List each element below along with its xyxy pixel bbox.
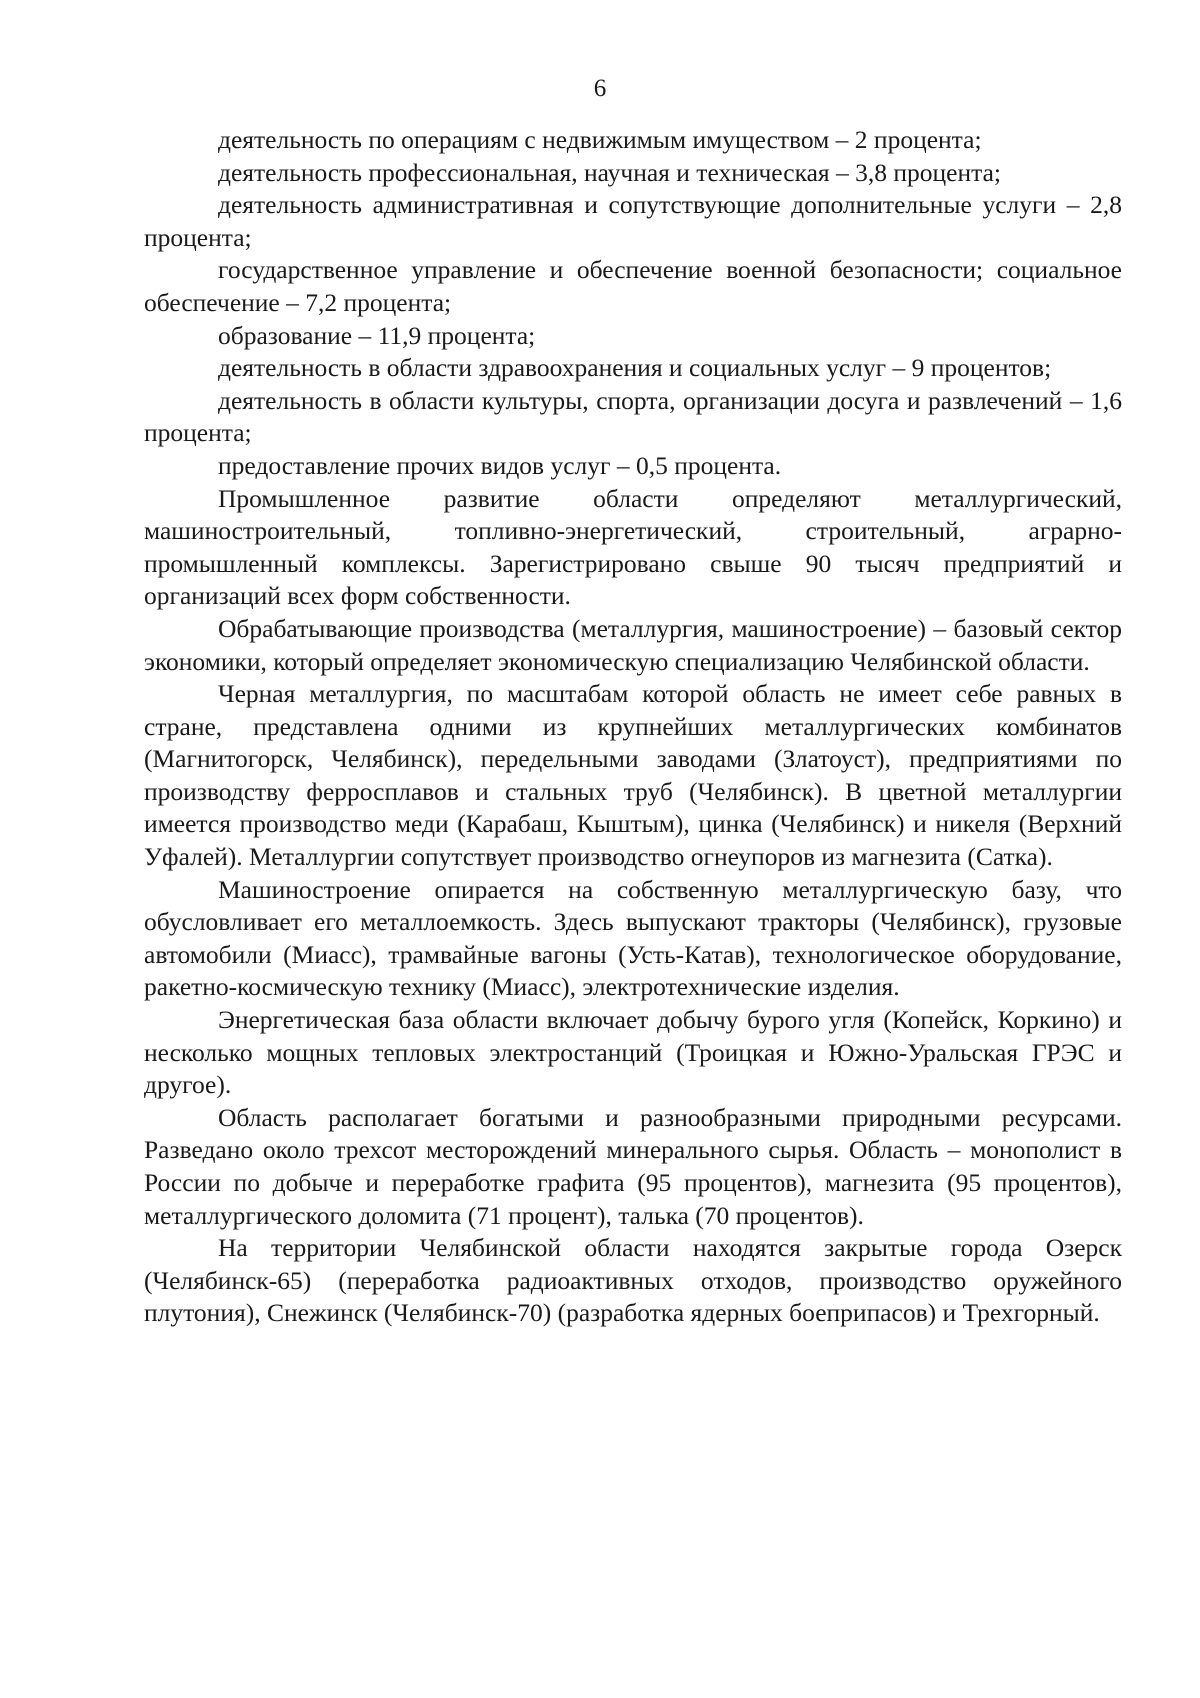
paragraph-culture-share: деятельность в области культуры, спорта, организации досуга и развлечений – 1,6 процента;: [144, 385, 1122, 448]
paragraph-industrial-development: Промышленное развитие области определяют металлургический, машиностроительный, топливно-энергетический, строительный, аграрно-промышленный комплексы. Зарегистрировано свыше 90 тысяч предприятий и организаций всех форм собственности.: [144, 483, 1122, 611]
paragraph-energy-base: Энергетическая база области включает добычу бурого угля (Копейск, Коркино) и несколько мощных тепловых электростанций (Троицкая и Южно-Уральская ГРЭС и другое).: [144, 1005, 1122, 1100]
paragraph-machine-building: Машиностроение опирается на собственную металлургическую базу, что обусловливает его металлоемкость. Здесь выпускают тракторы (Челябинск), грузовые автомобили (Миасс), трамвайные вагоны (Усть-Катав), технологическое оборудование, ракетно-космическую технику (Миасс), электротехнические изделия.: [144, 874, 1122, 1002]
paragraph-healthcare-share: деятельность в области здравоохранения и социальных услуг – 9 процентов;: [218, 353, 1052, 383]
paragraph-professional-share: деятельность профессиональная, научная и техническая – 3,8 процента;: [218, 157, 1001, 187]
paragraph-education-share: образование – 11,9 процента;: [218, 320, 536, 350]
paragraph-public-administration-share: государственное управление и обеспечение военной безопасности; социальное обеспечение – 7,2 процента;: [144, 255, 1122, 317]
paragraph-closed-cities: На территории Челябинской области находятся закрытые города Озерск (Челябинск-65) (переработка радиоактивных отходов, производство оружейного плутония), Снежинск (Челябинск-70) (разработка ядерных боеприпасов) и Трехгорный.: [144, 1233, 1122, 1328]
paragraph-metallurgy: Черная металлургия, по масштабам которой область не имеет себе равных в стране, представлена одними из крупнейших металлургических комбинатов (Магнитогорск, Челябинск), передельными заводами (Златоуст), предприятиями по производству ферросплавов и стальных труб (Челябинск). В цветной металлургии имеется производство меди (Карабаш, Кыштым), цинка (Челябинск) и никеля (Верхний Уфалей). Металлургии сопутствует производство огнеупоров из магнезита (Сатка).: [144, 679, 1122, 872]
paragraph-other-services-share: предоставление прочих видов услуг – 0,5 процента.: [218, 450, 782, 480]
paragraph-natural-resources: Область располагает богатыми и разнообразными природными ресурсами. Разведано около трехсот месторождений минерального сырья. Область – монополист в России по добыче и переработке графита (95 процентов), магнезита (95 процентов), металлургического доломита (71 процент), талька (70 процентов).: [144, 1102, 1122, 1230]
paragraph-manufacturing: Обрабатывающие производства (металлургия, машиностроение) – базовый сектор экономики, который определяет экономическую специализацию Челябинской области.: [144, 613, 1122, 676]
paragraph-real-estate-share: деятельность по операциям с недвижимым имуществом – 2 процента;: [218, 125, 982, 154]
paragraph-administrative-share: деятельность административная и сопутствующие дополнительные услуги – 2,8 процента;: [144, 190, 1122, 252]
document-body: [144, 124, 1122, 1330]
page-number: 6: [593, 75, 607, 102]
